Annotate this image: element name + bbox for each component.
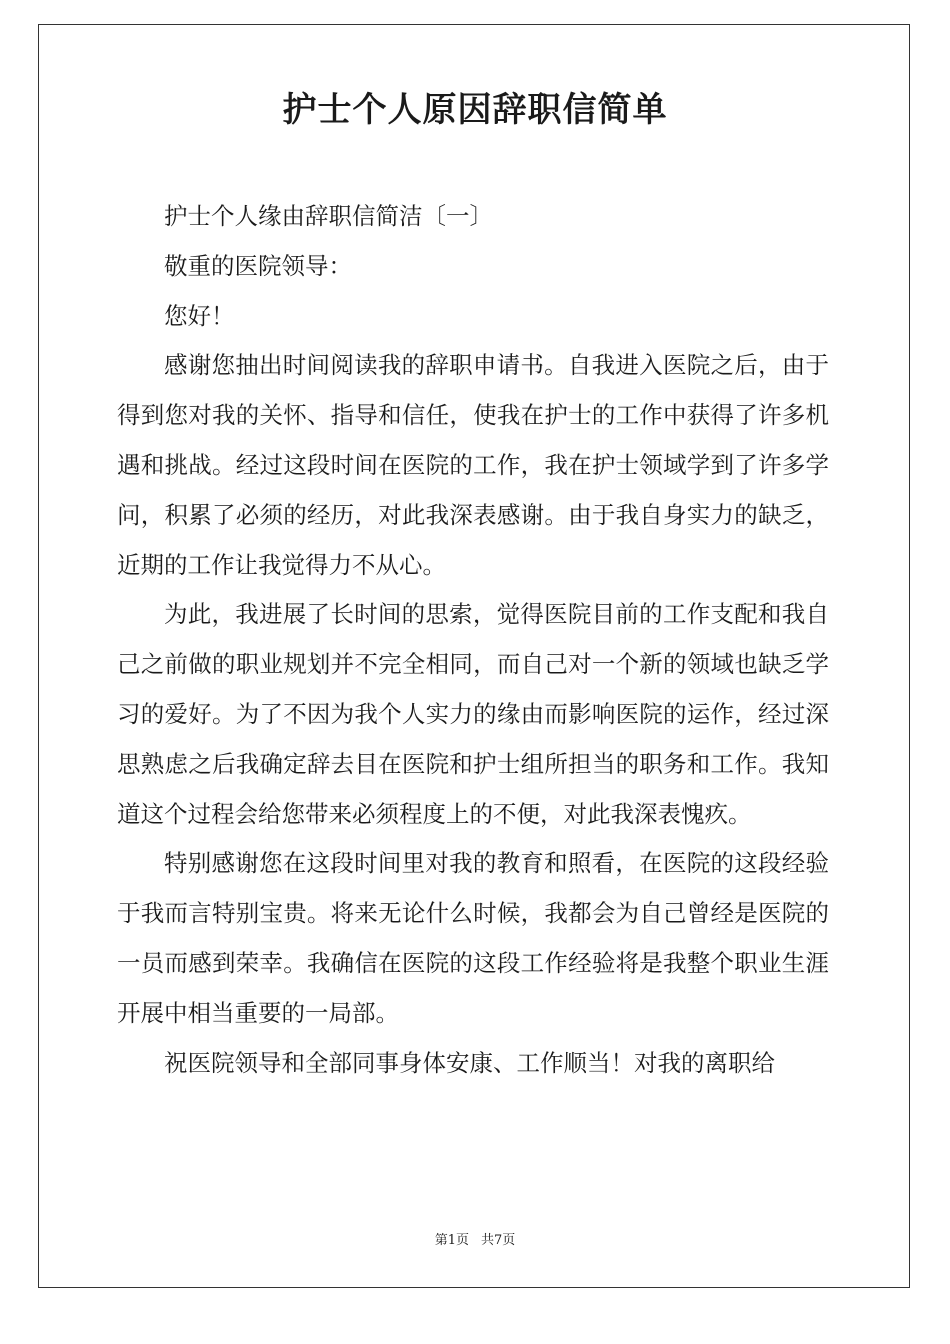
body-paragraph-2: 为此，我进展了长时间的思索，觉得医院目前的工作支配和我自己之前做的职业规划并不完全相同，而自己对一个新的领域也缺乏学习的爱好。为了不因为我个人实力的缘由而影响医院的运作，经过深思熟虑之后我确定辞去目在医院和护士组所担当的职务和工作。我知道这个过程会给您带来必须程度上的不便，对此我深表愧疚。 [117,600,829,828]
page-number-total: 共7页 [481,1233,516,1248]
document-body [117,192,829,1088]
subtitle-line: 护士个人缘由辞职信简洁〔一〕 [164,202,493,230]
body-paragraph-3: 特别感谢您在这段时间里对我的教育和照看，在医院的这段经验于我而言特别宝贵。将来无论什么时候，我都会为自己曾经是医院的一员而感到荣幸。我确信在医院的这段工作经验将是我整个职业生涯开展中相当重要的一局部。 [117,849,829,1027]
body-paragraph-1: 感谢您抽出时间阅读我的辞职申请书。自我进入医院之后，由于得到您对我的关怀、指导和信任，使我在护士的工作中获得了许多机遇和挑战。经过这段时间在医院的工作，我在护士领域学到了许多学问，积累了必须的经历，对此我深表感谢。由于我自身实力的缺乏，近期的工作让我觉得力不从心。 [117,351,829,579]
body-paragraph-4: 祝医院领导和全部同事身体安康、工作顺当！对我的离职给 [164,1048,775,1077]
greeting: 您好！ [164,301,235,330]
salutation: 敬重的医院领导： [164,251,352,280]
document-title: 护士个人原因辞职信简单 [282,90,668,130]
page-footer [0,1232,950,1250]
page-number-current: 第1页 [434,1233,469,1248]
